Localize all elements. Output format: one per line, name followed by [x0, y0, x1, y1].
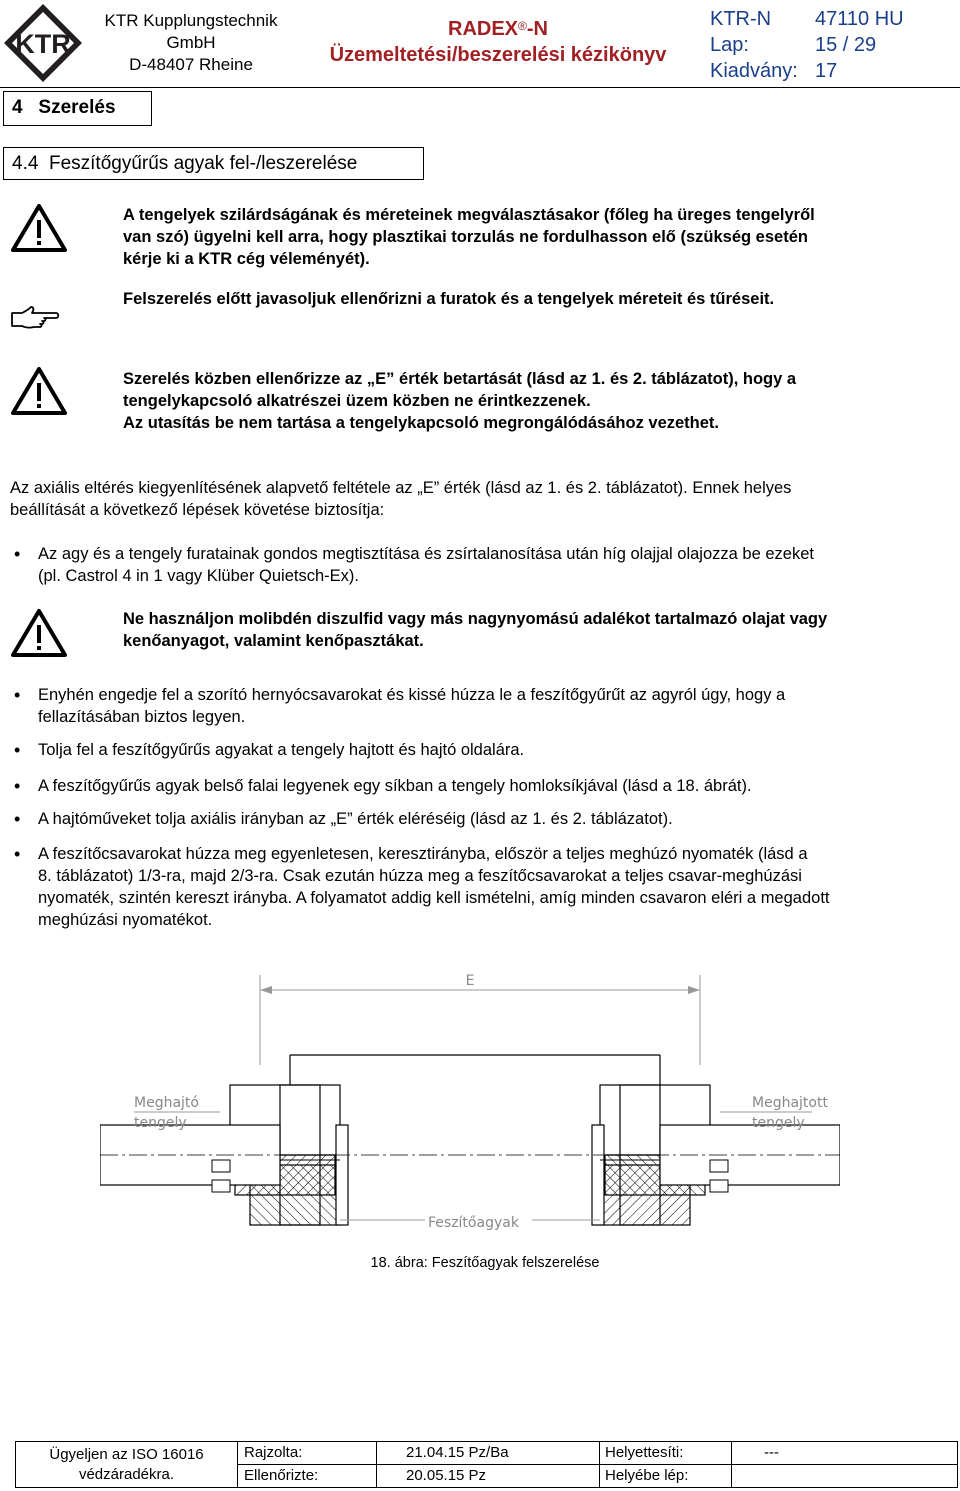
company-address: D-48407 Rheine [129, 55, 253, 74]
document-title: Üzemeltetési/beszerelési kézikönyv [329, 44, 667, 66]
label-driving-shaft-1: Meghajtó [134, 1095, 199, 1111]
drawn-label: Rajzolta: [244, 1444, 303, 1461]
company-name: KTR Kupplungstechnik [104, 11, 278, 30]
warning-shaft-strength: A tengelyek szilárdságának és méreteinek megválasztásakor (főleg ha üreges tengelyről van szó) ügyelni kell arra, hogy plasztikai torzulás ne fordulhasson elő (szükség esetén kérje ki a KTR cég véleményét). [123, 206, 815, 268]
page-value: 15 / 29 [815, 34, 877, 56]
step-tighten-screws: A feszítőcsavarokat húzza meg egyenletesen, keresztirányba, először a teljes meghúzó nyomaték (lásd a 8. táblázatot) 1/3-ra, majd 2/3-ra. Csak ezután húzza meg a feszítőcsavarokat a teljes csavar-meghúzási nyomaték, szintén kereszt irányba. A folyamatot addig kell ismételni, amíg minden csavaron eléri a megadott meghúzási nyomatékot. [38, 845, 830, 929]
replaces-value: --- [764, 1444, 779, 1461]
page-footer [15, 1441, 958, 1488]
replaced-by-label: Helyébe lép: [605, 1467, 689, 1484]
step-align-hubs: A feszítőgyűrűs agyak belső falai legyenek egy síkban a tengely homloksíkjával (lásd a 18. ábrát). [38, 777, 752, 795]
bullet-dot: • [14, 844, 21, 864]
checked-label: Ellenőrizte: [244, 1467, 319, 1484]
bullet-dot: • [14, 685, 21, 705]
replaces-label: Helyettesíti: [605, 1444, 684, 1461]
page-label: Lap: [710, 34, 749, 56]
subsection-heading: 4.4 Feszítőgyűrűs agyak fel-/leszerelése [3, 147, 424, 180]
svg-text:KTR: KTR [15, 29, 71, 59]
bullet-dot: • [14, 740, 21, 760]
label-driven-shaft-1: Meghajtott [752, 1095, 828, 1111]
page-header [0, 0, 960, 88]
document-meta [710, 6, 960, 84]
warning-triangle-icon [10, 366, 68, 416]
product-name: RADEX®-N [448, 18, 548, 40]
label-driven-shaft-2: tengely [752, 1115, 805, 1131]
ktr-logo [2, 2, 84, 84]
drawn-value: 21.04.15 Pz/Ba [406, 1444, 509, 1461]
product-title [298, 16, 698, 68]
section-heading: 4 Szerelés [3, 91, 152, 126]
company-info [88, 10, 294, 76]
dimension-e-label: E [465, 973, 475, 989]
ktr-label: KTR-N [710, 8, 772, 30]
company-form: GmbH [166, 33, 216, 52]
hub-assembly-drawing [100, 955, 840, 1245]
step-loosen-screws: Enyhén engedje fel a szorító hernyócsavarokat és kissé húzza le a feszítőgyűrűt az agyról úgy, hogy a fellazításában biztos legyen. [38, 686, 786, 726]
iso-notice: Ügyeljen az ISO 16016 védzáradékra. [16, 1442, 238, 1487]
bullet-dot: • [14, 544, 21, 564]
ktr-value: 47110 HU [815, 8, 904, 30]
edition-label: Kiadvány: [710, 60, 798, 82]
edition-value: 17 [815, 60, 838, 82]
warning-triangle-icon [10, 608, 68, 658]
label-clamping-hubs: Feszítőagyak [428, 1215, 519, 1231]
intro-paragraph: Az axiális eltérés kiegyenlítésének alapvető feltétele az „E” érték (lásd az 1. és 2. táblázatot). Ennek helyes beállítását a következő lépések követése biztosítja: [10, 479, 792, 519]
step-push-hubs: Tolja fel a feszítőgyűrűs agyakat a tengely hajtott és hajtó oldalára. [38, 741, 525, 759]
step-shift-gearboxes: A hajtóműveket tolja axiális irányban az „E” érték eléréséig (lásd az 1. és 2. táblázatot). [38, 810, 673, 828]
warning-triangle-icon [10, 203, 68, 253]
bullet-dot: • [14, 776, 21, 796]
bullet-dot: • [14, 809, 21, 829]
label-driving-shaft-2: tengely [134, 1115, 187, 1131]
warning-e-value: Szerelés közben ellenőrizze az „E” érték betartását (lásd az 1. és 2. táblázatot), hogy a tengelykapcsoló alkatrészei üzem közben ne érintkezzenek. Az utasítás be nem tartása a tengelykapcsoló megrongálódásához vezethet. [123, 370, 797, 432]
warning-lubricants: Ne használjon molibdén diszulfid vagy más nagynyomású adalékot tartalmazó olajat vagy kenőanyagot, valamint kenőpasztákat. [123, 610, 828, 650]
pointing-hand-icon [10, 304, 60, 330]
step-clean-oil: Az agy és a tengely furatainak gondos megtisztítása és zsírtalanosítása után híg olajjal olajozza be ezeket (pl. Castrol 4 in 1 vagy Klüber Quietsch-Ex). [38, 545, 814, 585]
hint-check-bores: Felszerelés előtt javasoljuk ellenőrizni a furatok és a tengelyek méreteit és tűréseit. [123, 290, 775, 308]
checked-value: 20.05.15 Pz [406, 1467, 487, 1484]
figure-caption: 18. ábra: Feszítőagyak felszerelése [370, 1255, 600, 1271]
